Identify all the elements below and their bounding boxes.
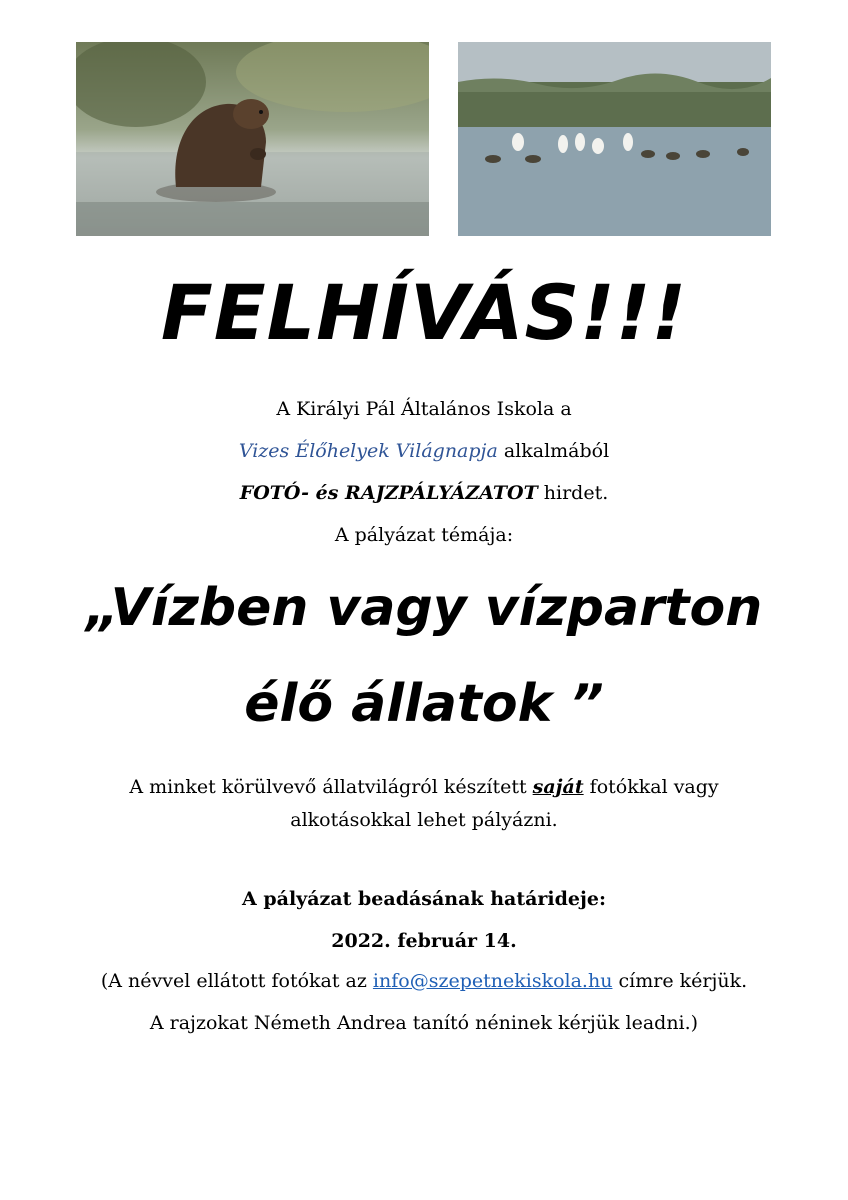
theme-line-2: élő állatok ” <box>244 674 604 734</box>
contest-suffix: hirdet. <box>543 482 609 504</box>
note-line-1 <box>0 970 848 992</box>
wetland-birds-photo <box>458 42 771 236</box>
occasion-suffix: alkalmából <box>503 440 610 462</box>
beaver-photo <box>76 42 429 236</box>
note-before-email: (A névvel ellátott fotókat az <box>100 970 367 992</box>
email-link[interactable]: info@szepetnekiskola.hu <box>372 970 613 992</box>
description-emphasis: saját <box>532 776 584 798</box>
intro-school-line: A Királyi Pál Általános Iskola a <box>276 398 572 420</box>
description-after: fotókkal vagy <box>589 776 719 798</box>
description-before: A minket körülvevő állatvilágról készített <box>129 776 527 798</box>
description-line-1 <box>0 776 848 798</box>
occasion-name: Vizes Élőhelyek Világnapja <box>238 440 498 462</box>
note-line-2: A rajzokat Németh Andrea tanító néninek kérjük leadni.) <box>149 1012 699 1034</box>
deadline-date: 2022. február 14. <box>331 930 517 952</box>
intro-occasion-line <box>0 440 848 462</box>
deadline-label: A pályázat beadásának határideje: <box>242 888 606 910</box>
intro-contest-line <box>0 482 848 504</box>
description-line-2: alkotásokkal lehet pályázni. <box>290 809 558 831</box>
note-after-email: címre kérjük. <box>618 970 748 992</box>
theme-line-1: „Vízben vagy vízparton <box>85 578 763 638</box>
page-title: FELHÍVÁS!!! <box>160 268 688 357</box>
contest-name: FOTÓ- és RAJZPÁLYÁZATOT <box>239 482 538 504</box>
theme-label: A pályázat témája: <box>334 524 514 546</box>
